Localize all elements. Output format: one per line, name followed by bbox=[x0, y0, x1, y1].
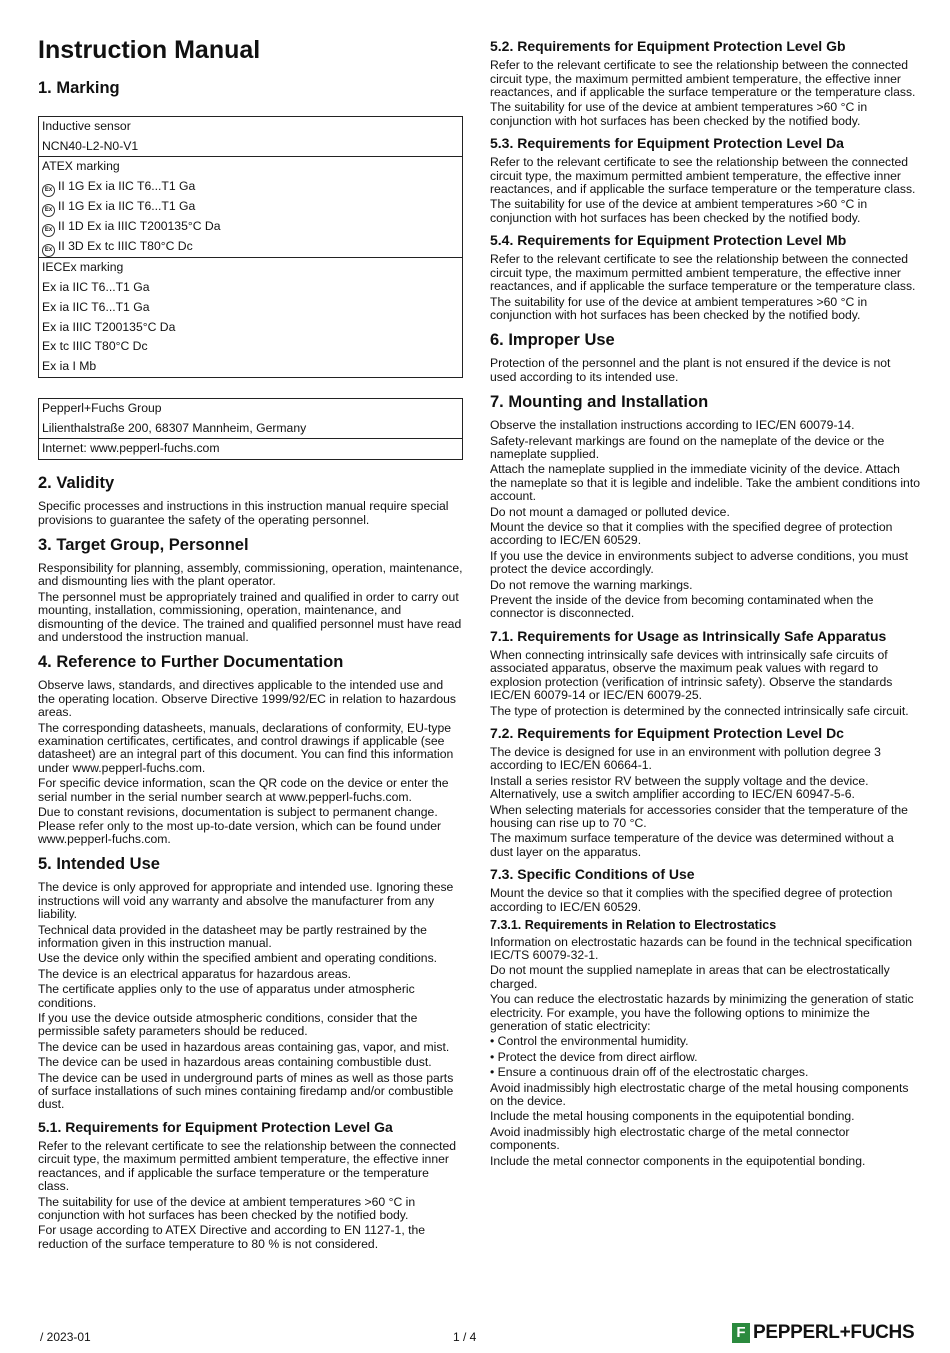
paragraph: The device can be used in hazardous areas containing combustible dust. bbox=[38, 1055, 432, 1070]
paragraph: Do not mount the supplied nameplate in areas that can be electrostatically charged. bbox=[490, 963, 890, 991]
table-row bbox=[39, 318, 462, 338]
table-cell-text: Ex ia IIC T6...T1 Ga bbox=[42, 299, 150, 314]
pepperl-fuchs-logo bbox=[732, 1322, 914, 1344]
ex-hexagon-icon: Ex bbox=[42, 184, 55, 197]
paragraph: Attach the nameplate supplied in the immediate vicinity of the device. Attach the nameplate so that it is legible and indelible. Take the ambient conditions into account. bbox=[490, 462, 921, 504]
section-s52 bbox=[490, 38, 920, 128]
paragraph: The suitability for use of the device at ambient temperatures >60 °C in conjunction with hot surfaces has been checked by the notified body. bbox=[490, 100, 868, 128]
table-row bbox=[39, 197, 462, 217]
section-s2 bbox=[38, 474, 463, 527]
paragraph: Install a series resistor RV between the supply voltage and the device. Alternatively, use a switch amplifier according to IEC/EN 60947-5-6. bbox=[490, 773, 869, 802]
paragraph: The suitability for use of the device at ambient temperatures >60 °C in conjunction with hot surfaces has been checked by the notified body. bbox=[490, 294, 868, 322]
paragraph: The device is only approved for appropriate and intended use. Ignoring these instructions will void any warranty and absolve the manufacturer from any liability. bbox=[38, 880, 454, 922]
paragraph: Include the metal connector components in the equipotential bonding. bbox=[490, 1153, 866, 1168]
table-row bbox=[39, 177, 462, 197]
paragraph: Specific processes and instructions in this instruction manual require special provisions to guarantee the safety of the operating personnel. bbox=[38, 499, 449, 527]
paragraph: The suitability for use of the device at ambient temperatures >60 °C in conjunction with hot surfaces has been checked by the notified body. bbox=[490, 197, 868, 225]
paragraph: Protection of the personnel and the plant is not ensured if the device is not used according to its intended use. bbox=[490, 356, 891, 384]
section-heading: 5.2. Requirements for Equipment Protection Level Gb bbox=[490, 38, 846, 54]
table-cell-text: NCN40-L2-N0-V1 bbox=[42, 138, 139, 153]
section-heading: 5. Intended Use bbox=[38, 855, 160, 874]
table-row bbox=[39, 137, 462, 157]
paragraph: The type of protection is determined by the connected intrinsically safe circuit. bbox=[490, 703, 909, 718]
table-cell-text: Ex ia I Mb bbox=[42, 359, 97, 374]
section-s4 bbox=[38, 653, 463, 846]
paragraph: Observe laws, standards, and directives applicable to the intended use and the operating location. Observe Directive 1999/92/EC in relation to hazardous areas. bbox=[38, 678, 457, 720]
section-s5 bbox=[38, 855, 463, 1111]
section-s72 bbox=[490, 725, 920, 859]
paragraph: Safety-relevant markings are found on the nameplate of the device or the nameplate supplied. bbox=[490, 433, 885, 461]
ex-hexagon-icon: Ex bbox=[42, 224, 55, 237]
bullet-item: • Ensure a continuous drain off of the electrostatic charges. bbox=[490, 1066, 920, 1079]
table-row bbox=[39, 399, 462, 419]
section-heading: 5.4. Requirements for Equipment Protection Level Mb bbox=[490, 232, 847, 249]
section-s51 bbox=[38, 1119, 463, 1251]
section-s7 bbox=[490, 393, 920, 621]
logo-text: PEPPERL+FUCHS bbox=[753, 1322, 915, 1343]
bullet-item: • Control the environmental humidity. bbox=[490, 1035, 920, 1048]
section-heading: 3. Target Group, Personnel bbox=[38, 536, 249, 555]
table-cell-text: II 3D Ex tc IIIC T80°C Dc bbox=[58, 239, 193, 254]
right-column bbox=[490, 38, 920, 1170]
table-cell-text: Pepperl+Fuchs Group bbox=[42, 400, 162, 415]
table-group bbox=[39, 399, 462, 439]
table-row bbox=[39, 357, 462, 377]
table-cell-text: ATEX marking bbox=[42, 159, 120, 174]
table-row bbox=[39, 258, 462, 278]
paragraph: If you use the device in environments subject to adverse conditions, you must protect the device accordingly. bbox=[490, 548, 908, 577]
section-heading: 7.2. Requirements for Equipment Protection Level Dc bbox=[490, 724, 844, 741]
paragraph: The certificate applies only to the use of apparatus under atmospheric conditions. bbox=[38, 982, 415, 1010]
marking-table bbox=[38, 116, 463, 378]
footer-date: / 2023-01 bbox=[40, 1330, 91, 1344]
section-heading: 5.1. Requirements for Equipment Protection Level Ga bbox=[38, 1118, 393, 1135]
table-cell-text: II 1G Ex ia IIC T6...T1 Ga bbox=[58, 179, 196, 194]
paragraph: Do not mount a damaged or polluted device. bbox=[490, 504, 730, 519]
paragraph: Observe the installation instructions according to IEC/EN 60079-14. bbox=[490, 418, 855, 433]
paragraph: The device can be used in underground parts of mines as well as those parts of surface installations of such mines containing firedamp and/or combustible dust. bbox=[38, 1070, 454, 1112]
table-cell-text: IECEx marking bbox=[42, 260, 124, 275]
section-heading: 4. Reference to Further Documentation bbox=[38, 653, 344, 672]
table-row bbox=[39, 117, 462, 137]
table-row bbox=[39, 157, 462, 177]
paragraph: Due to constant revisions, documentation is subject to permanent change. Please refer only to the most up-to-date version, which can be found under www.pepperl-fuchs.com. bbox=[38, 805, 442, 846]
table-row bbox=[39, 439, 462, 459]
table-cell-text: II 1D Ex ia IIIC T200135°C Da bbox=[58, 219, 221, 234]
table-cell-text: II 1G Ex ia IIC T6...T1 Ga bbox=[58, 199, 196, 214]
section-heading: 6. Improper Use bbox=[490, 331, 615, 350]
paragraph: Technical data provided in the datasheet may be partly restrained by the information given in this instruction manual. bbox=[38, 922, 427, 950]
section-heading: 7.1. Requirements for Usage as Intrinsically Safe Apparatus bbox=[490, 627, 887, 644]
table-cell-text: Internet: www.pepperl-fuchs.com bbox=[42, 441, 220, 456]
paragraph: The device can be used in hazardous areas containing gas, vapor, and mist. bbox=[38, 1039, 450, 1054]
paragraph: The device is an electrical apparatus for hazardous areas. bbox=[38, 966, 351, 981]
paragraph: Refer to the relevant certificate to see the relationship between the connected circuit type, the maximum permitted ambient temperature, the effective inner reactances, and if applicable the surface temperature or the temperature class. bbox=[490, 252, 916, 294]
logo-mark-icon: F bbox=[732, 1323, 750, 1343]
paragraph: For specific device information, scan the QR code on the device or enter the serial number in the serial number search at www.pepperl-fuchs.com. bbox=[38, 776, 449, 804]
section-s6 bbox=[490, 331, 920, 384]
paragraph: Include the metal housing components in the equipotential bonding. bbox=[490, 1109, 855, 1124]
section-heading: 7. Mounting and Installation bbox=[490, 393, 709, 412]
table-group bbox=[39, 257, 462, 377]
paragraph: When connecting intrinsically safe devices with intrinsically safe circuits of associated apparatus, observe the maximum peak values with regard to explosion protection (verification of intrinsic safety). Observe the standards IEC/EN 60079-14 or IEC/EN 60079-25. bbox=[490, 647, 893, 703]
table-cell-text: Lilienthalstraße 200, 68307 Mannheim, Germany bbox=[42, 420, 307, 435]
section-s54 bbox=[490, 232, 920, 322]
table-row bbox=[39, 278, 462, 298]
table-cell-text: Ex ia IIIC T200135°C Da bbox=[42, 319, 176, 334]
paragraph: Prevent the inside of the device from becoming contaminated when the connector is disconnected. bbox=[490, 593, 874, 621]
paragraph: Refer to the relevant certificate to see the relationship between the connected circuit type, the maximum permitted ambient temperature, the effective inner reactances, and if applicable the surface temperature or the temperature class. bbox=[490, 155, 916, 197]
section-s3 bbox=[38, 536, 463, 644]
paragraph: Use the device only within the specified ambient and operating conditions. bbox=[38, 951, 438, 966]
paragraph: If you use the device outside atmospheric conditions, consider that the permissible safety parameters should be reduced. bbox=[38, 1010, 418, 1039]
table-cell-text: Ex tc IIIC T80°C Dc bbox=[42, 339, 148, 354]
table-row bbox=[39, 217, 462, 237]
section-heading-marking: 1. Marking bbox=[38, 78, 120, 97]
section-s71 bbox=[490, 628, 920, 718]
contact-table bbox=[38, 398, 463, 460]
section-s73 bbox=[490, 866, 920, 914]
paragraph: The device is designed for use in an environment with pollution degree 3 according to IEC/EN 60664-1. bbox=[490, 745, 881, 773]
footer-page-number: 1 / 4 bbox=[453, 1330, 477, 1344]
table-group bbox=[39, 438, 462, 459]
section-s53 bbox=[490, 135, 920, 225]
section-s731 bbox=[490, 918, 920, 1168]
table-row bbox=[39, 419, 462, 439]
paragraph: Refer to the relevant certificate to see the relationship between the connected circuit type, the maximum permitted ambient temperature, the effective inner reactances, and if applicable the surface temperature or the temperature class. bbox=[38, 1138, 457, 1194]
paragraph: Information on electrostatic hazards can be found in the technical specification IEC/TS 60079-32-1. bbox=[490, 934, 913, 962]
ex-hexagon-icon: Ex bbox=[42, 244, 55, 257]
table-row bbox=[39, 237, 462, 257]
section-heading: 5.3. Requirements for Equipment Protection Level Da bbox=[490, 135, 844, 152]
table-row bbox=[39, 337, 462, 357]
paragraph: Avoid inadmissibly high electrostatic charge of the metal housing components on the device. bbox=[490, 1080, 909, 1109]
bullet-item: • Protect the device from direct airflow. bbox=[490, 1051, 920, 1064]
paragraph: Responsibility for planning, assembly, commissioning, operation, maintenance, and dismounting lies with the plant operator. bbox=[38, 561, 463, 589]
table-cell-text: Ex ia IIC T6...T1 Ga bbox=[42, 279, 150, 294]
section-heading: 7.3.1. Requirements in Relation to Electrostatics bbox=[490, 918, 777, 933]
ex-hexagon-icon: Ex bbox=[42, 204, 55, 217]
paragraph: Mount the device so that it complies with the specified degree of protection according to IEC/EN 60529. bbox=[490, 886, 893, 914]
paragraph: When selecting materials for accessories consider that the temperature of the housing can rise up to 70 °C. bbox=[490, 802, 908, 831]
paragraph: Do not remove the warning markings. bbox=[490, 577, 693, 592]
page-title: Instruction Manual bbox=[38, 36, 261, 64]
section-heading: 2. Validity bbox=[38, 474, 115, 493]
paragraph: Avoid inadmissibly high electrostatic charge of the metal connector components. bbox=[490, 1124, 850, 1153]
paragraph: The corresponding datasheets, manuals, declarations of conformity, EU-type examination certificates, certificates, and control drawings if applicable (see datasheet) are an integral part of this document. You can find this information under www.pepperl-fuchs.com. bbox=[38, 720, 454, 775]
table-cell-text: Inductive sensor bbox=[42, 118, 131, 133]
section-heading: 7.3. Specific Conditions of Use bbox=[490, 866, 695, 883]
table-group bbox=[39, 156, 462, 257]
paragraph: The suitability for use of the device at ambient temperatures >60 °C in conjunction with hot surfaces has been checked by the notified body. bbox=[38, 1194, 416, 1222]
paragraph: Refer to the relevant certificate to see the relationship between the connected circuit type, the maximum permitted ambient temperature, the effective inner reactances, and if applicable the surface temperature or the temperature class. bbox=[490, 58, 916, 99]
left-column bbox=[38, 36, 463, 1253]
table-group bbox=[39, 117, 462, 157]
paragraph: Mount the device so that it complies with the specified degree of protection according to IEC/EN 60529. bbox=[490, 519, 893, 548]
paragraph: For usage according to ATEX Directive and according to EN 1127-1, the reduction of the surface temperature to 80 % is not considered. bbox=[38, 1223, 426, 1251]
paragraph: You can reduce the electrostatic hazards by minimizing the generation of static electricity. For example, you have the following options to minimize the generation of static electricity: bbox=[490, 992, 914, 1033]
table-row bbox=[39, 298, 462, 318]
paragraph: The maximum surface temperature of the device was determined without a dust layer on the apparatus. bbox=[490, 831, 894, 859]
paragraph: The personnel must be appropriately trained and qualified in order to carry out mounting, installation, commissioning, operation, maintenance, and dismounting of the device. The trained and qualified personnel must have read and understood the instruction manual. bbox=[38, 589, 462, 645]
